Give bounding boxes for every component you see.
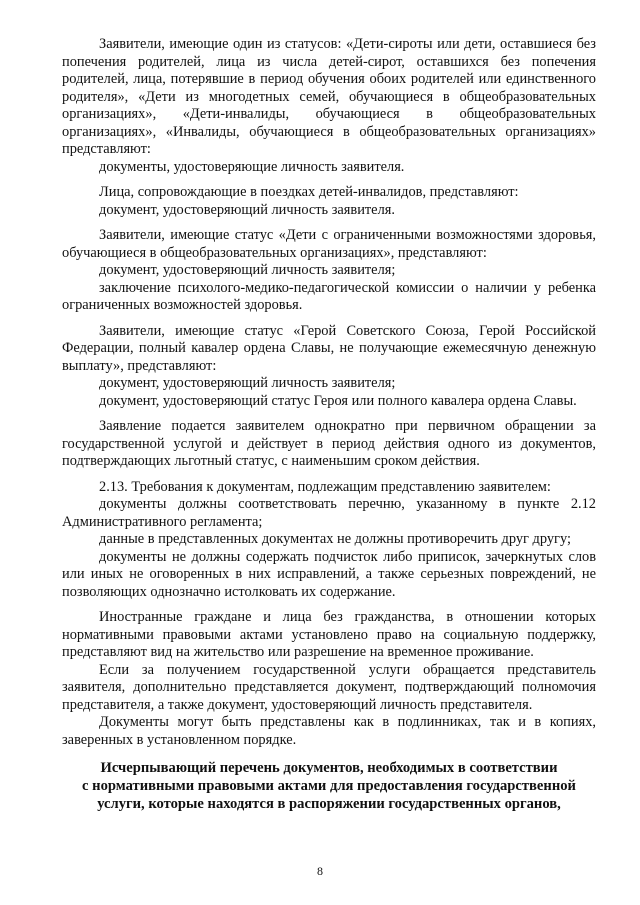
paragraph: документ, удостоверяющий статус Героя или полного кавалера ордена Славы. <box>99 392 577 409</box>
paragraph: Иностранные граждане и лица без гражданства, в отношении которых нормативными правовыми актами установлено право на социальную поддержку, представляют вид на жительство или разрешение на временное проживание. <box>62 609 596 660</box>
paragraph: данные в представленных документах не должны противоречить друг другу; <box>99 531 571 547</box>
paragraph: документ, удостоверяющий личность заявителя; <box>99 262 396 278</box>
paragraph: Заявители, имеющие один из статусов: «Дети-сироты или дети, оставшиеся без попечения родителей, лица из числа детей-сирот, оставшихся без попечения родителей, лица, потерявшие в период обучения обоих родителей или единственного родителя», «Дети из многодетных семей, обучающиеся в общеобразовательных организациях», «Дети-инвалиды, обучающиеся в общеобразовательных организациях», «Инвалиды, обучающиеся в общеобразовательных организациях» представляют: <box>62 36 596 157</box>
section-heading <box>62 759 596 813</box>
heading-line: с нормативными правовыми актами для предоставления государственной <box>82 778 576 794</box>
body-text <box>62 36 596 749</box>
paragraph: 2.13. Требования к документам, подлежащим представлению заявителем: <box>99 478 551 495</box>
paragraph: Лица, сопровождающие в поездках детей-инвалидов, представляют: <box>99 184 519 200</box>
heading-line: Исчерпывающий перечень документов, необходимых в соответствии <box>100 760 558 776</box>
paragraph: Заявление подается заявителем однократно при первичном обращении за государственной услугой и действует в период действия одного из документов, подтверждающих льготный статус, с наименьшим сроком действия. <box>62 418 596 469</box>
paragraph: Если за получением государственной услуги обращается представитель заявителя, дополнительно представляется документ, подтверждающий полномочия представителя, а также документ, удостоверяющий личность представителя. <box>62 661 596 713</box>
paragraph: документы должны соответствовать перечню, указанному в пункте 2.12 Административного регламента; <box>62 496 596 530</box>
paragraph: Документы могут быть представлены как в подлинниках, так и в копиях, заверенных в установленном порядке. <box>62 714 596 748</box>
paragraph: документ, удостоверяющий личность заявителя. <box>99 201 395 218</box>
paragraph: документы не должны содержать подчисток либо приписок, зачеркнутых слов или иных не оговоренных в них исправлений, а также серьезных повреждений, не позволяющих однозначно истолковать их содержание. <box>62 548 596 600</box>
paragraph: Заявители, имеющие статус «Дети с ограниченными возможностями здоровья, обучающиеся в общеобразовательных организациях», представляют: <box>62 227 596 261</box>
paragraph: документ, удостоверяющий личность заявителя; <box>99 375 396 391</box>
paragraph: заключение психолого-медико-педагогической комиссии о наличии у ребенка ограниченных возможностей здоровья. <box>62 279 596 313</box>
paragraph: документы, удостоверяющие личность заявителя. <box>99 158 405 175</box>
page-number: 8 <box>317 864 323 878</box>
heading-line: услуги, которые находятся в распоряжении государственных органов, <box>97 796 561 812</box>
paragraph: Заявители, имеющие статус «Герой Советского Союза, Герой Российской Федерации, полный кавалер ордена Славы, не получающие ежемесячную денежную выплату», представляют: <box>62 322 596 374</box>
